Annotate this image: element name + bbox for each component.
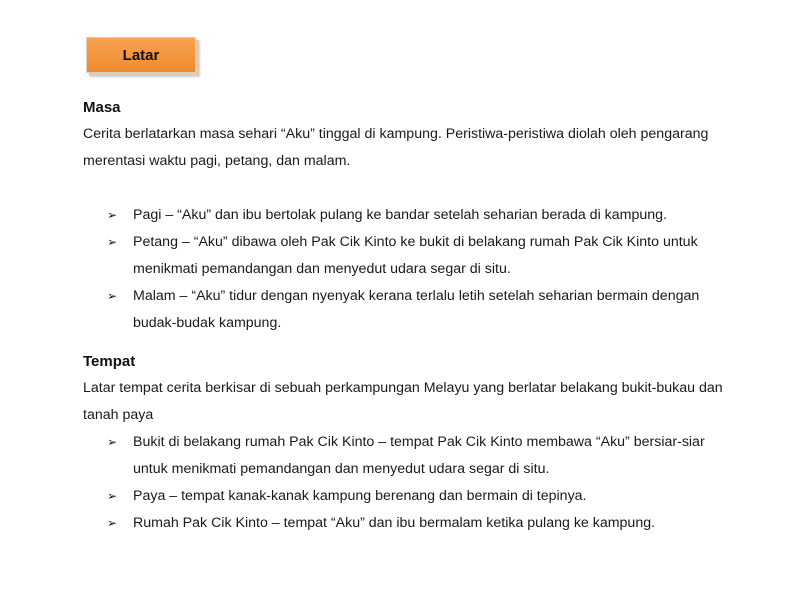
arrow-bullet-icon: ➢ [107,289,118,303]
arrow-bullet-icon: ➢ [107,516,118,530]
list-item [83,429,743,483]
list-item [83,510,743,537]
list-item-text: Pagi – “Aku” dan ibu bertolak pulang ke bandar setelah seharian berada di kampung. [133,207,667,223]
spacer [83,337,743,348]
document-body [83,94,743,537]
list-item [83,283,743,337]
section-title-label: Latar [122,46,160,64]
arrow-bullet-icon: ➢ [107,235,118,249]
list-item [83,229,743,283]
arrow-bullet-icon: ➢ [107,489,118,503]
arrow-bullet-icon: ➢ [107,435,118,449]
section-title-box [86,37,196,73]
list-item-text: Paya – tempat kanak-kanak kampung berenang dan bermain di tepinya. [133,488,587,504]
list-item-text: Petang – “Aku” dibawa oleh Pak Cik Kinto ke bukit di belakang rumah Pak Cik Kinto untuk menikmati pemandangan dan menyedut udara segar di situ. [133,234,698,277]
masa-paragraph: Cerita berlatarkan masa sehari “Aku” tinggal di kampung. Peristiwa-peristiwa diolah oleh pengarang merentasi waktu pagi, petang, dan malam. [83,126,709,169]
masa-bullet-list [83,202,743,337]
list-item [83,483,743,510]
arrow-bullet-icon: ➢ [107,208,118,222]
list-item [83,202,743,229]
list-item-text: Bukit di belakang rumah Pak Cik Kinto – tempat Pak Cik Kinto membawa “Aku” bersiar-siar untuk menikmati pemandangan dan menyedut udara segar di situ. [133,434,705,477]
list-item-text: Rumah Pak Cik Kinto – tempat “Aku” dan ibu bermalam ketika pulang ke kampung. [133,515,656,531]
tempat-bullet-list [83,429,743,537]
list-item-text: Malam – “Aku” tidur dengan nyenyak kerana terlalu letih setelah seharian bermain dengan budak-budak kampung. [133,288,700,331]
tempat-paragraph: Latar tempat cerita berkisar di sebuah perkampungan Melayu yang berlatar belakang bukit-bukau dan tanah paya [83,380,723,423]
spacer [83,175,743,202]
tempat-heading: Tempat [83,353,136,370]
masa-heading: Masa [83,99,121,116]
